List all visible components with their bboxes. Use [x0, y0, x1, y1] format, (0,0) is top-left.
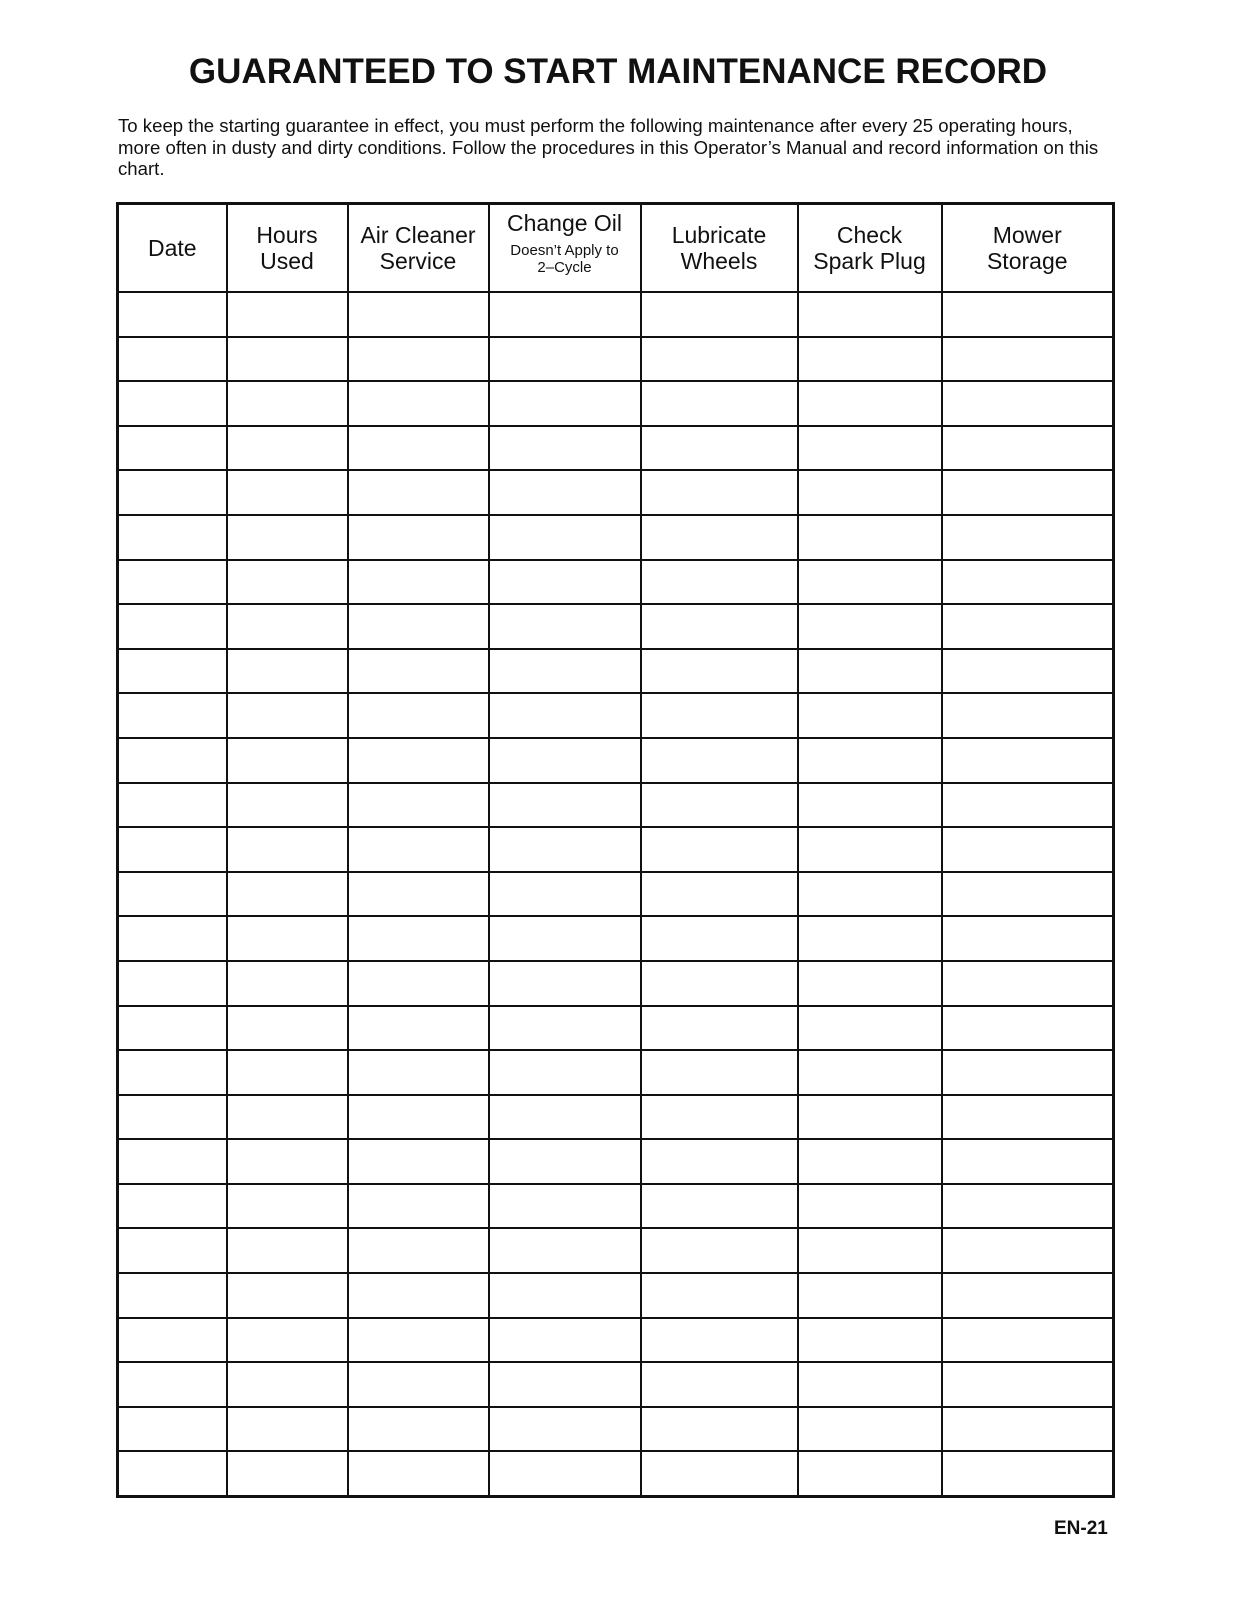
record-cell[interactable]: [118, 916, 227, 961]
record-cell[interactable]: [348, 783, 489, 828]
record-cell[interactable]: [118, 515, 227, 560]
record-cell[interactable]: [348, 1228, 489, 1273]
record-cell[interactable]: [227, 560, 348, 605]
record-cell[interactable]: [489, 470, 641, 515]
record-row: [118, 872, 1114, 917]
record-cell[interactable]: [798, 604, 942, 649]
record-cell[interactable]: [348, 961, 489, 1006]
record-cell[interactable]: [942, 470, 1114, 515]
record-cell[interactable]: [348, 1050, 489, 1095]
record-cell[interactable]: [118, 1362, 227, 1407]
record-cell[interactable]: [798, 1095, 942, 1140]
page-number: EN-21: [1054, 1518, 1108, 1539]
record-cell[interactable]: [348, 1006, 489, 1051]
record-cell[interactable]: [798, 1184, 942, 1229]
record-cell[interactable]: [227, 827, 348, 872]
record-row: [118, 1095, 1114, 1140]
record-cell[interactable]: [942, 604, 1114, 649]
record-cell[interactable]: [227, 381, 348, 426]
record-cell[interactable]: [348, 604, 489, 649]
record-cell[interactable]: [641, 1318, 798, 1363]
record-cell[interactable]: [118, 649, 227, 694]
record-cell[interactable]: [118, 783, 227, 828]
record-cell[interactable]: [942, 961, 1114, 1006]
record-cell[interactable]: [489, 1006, 641, 1051]
record-cell[interactable]: [118, 337, 227, 382]
record-cell[interactable]: [641, 1050, 798, 1095]
record-cell[interactable]: [227, 426, 348, 471]
record-row: [118, 515, 1114, 560]
record-row: [118, 381, 1114, 426]
record-cell[interactable]: [942, 1095, 1114, 1140]
maintenance-record-table: [116, 202, 1115, 1498]
record-cell[interactable]: [942, 783, 1114, 828]
record-cell[interactable]: [942, 1273, 1114, 1318]
record-cell[interactable]: [641, 693, 798, 738]
record-cell[interactable]: [798, 1318, 942, 1363]
record-cell[interactable]: [118, 604, 227, 649]
record-cell[interactable]: [641, 560, 798, 605]
record-row: [118, 1362, 1114, 1407]
record-cell[interactable]: [942, 649, 1114, 694]
record-cell[interactable]: [641, 1451, 798, 1496]
record-cell[interactable]: [348, 872, 489, 917]
record-cell[interactable]: [798, 1228, 942, 1273]
record-cell[interactable]: [942, 1451, 1114, 1496]
record-cell[interactable]: [489, 560, 641, 605]
record-cell[interactable]: [227, 1318, 348, 1363]
record-cell[interactable]: [798, 872, 942, 917]
header-row: [118, 204, 1114, 293]
record-cell[interactable]: [798, 560, 942, 605]
record-cell[interactable]: [489, 1451, 641, 1496]
record-cell[interactable]: [227, 515, 348, 560]
record-cell[interactable]: [641, 1095, 798, 1140]
record-cell[interactable]: [641, 604, 798, 649]
record-cell[interactable]: [942, 693, 1114, 738]
record-cell[interactable]: [227, 1139, 348, 1184]
record-cell[interactable]: [641, 426, 798, 471]
record-cell[interactable]: [227, 1362, 348, 1407]
record-row: [118, 916, 1114, 961]
record-cell[interactable]: [227, 1050, 348, 1095]
column-header-check-spark-plug: Check Spark Plug: [798, 204, 942, 293]
record-cell[interactable]: [489, 426, 641, 471]
record-cell[interactable]: [118, 1006, 227, 1051]
record-cell[interactable]: [798, 649, 942, 694]
record-cell[interactable]: [798, 1139, 942, 1184]
page-title: GUARANTEED TO START MAINTENANCE RECORD: [188, 52, 1048, 91]
record-cell[interactable]: [118, 827, 227, 872]
record-cell[interactable]: [348, 381, 489, 426]
record-cell[interactable]: [798, 1006, 942, 1051]
record-row: [118, 961, 1114, 1006]
record-cell[interactable]: [118, 1273, 227, 1318]
record-cell[interactable]: [942, 872, 1114, 917]
record-row: [118, 337, 1114, 382]
record-row: [118, 693, 1114, 738]
column-header-hours-used: Hours Used: [227, 204, 348, 293]
record-cell[interactable]: [798, 292, 942, 337]
record-cell[interactable]: [798, 916, 942, 961]
record-cell[interactable]: [641, 470, 798, 515]
record-cell[interactable]: [942, 1407, 1114, 1452]
record-cell[interactable]: [227, 337, 348, 382]
record-cell[interactable]: [489, 961, 641, 1006]
record-cell[interactable]: [489, 1273, 641, 1318]
record-row: [118, 738, 1114, 783]
record-row: [118, 560, 1114, 605]
record-cell[interactable]: [118, 1184, 227, 1229]
record-cell[interactable]: [227, 1407, 348, 1452]
record-cell[interactable]: [489, 337, 641, 382]
record-row: [118, 604, 1114, 649]
record-cell[interactable]: [489, 1095, 641, 1140]
record-cell[interactable]: [118, 1407, 227, 1452]
record-cell[interactable]: [798, 1451, 942, 1496]
record-cell[interactable]: [118, 1095, 227, 1140]
record-cell[interactable]: [641, 1184, 798, 1229]
record-cell[interactable]: [489, 1228, 641, 1273]
record-cell[interactable]: [227, 649, 348, 694]
record-cell[interactable]: [348, 1451, 489, 1496]
record-cell[interactable]: [641, 961, 798, 1006]
record-cell[interactable]: [641, 1006, 798, 1051]
record-cell[interactable]: [798, 1050, 942, 1095]
record-cell[interactable]: [641, 515, 798, 560]
record-cell[interactable]: [348, 560, 489, 605]
record-cell[interactable]: [348, 1095, 489, 1140]
record-cell[interactable]: [641, 738, 798, 783]
record-cell[interactable]: [489, 292, 641, 337]
record-cell[interactable]: [348, 1139, 489, 1184]
record-cell[interactable]: [118, 1318, 227, 1363]
record-cell[interactable]: [348, 337, 489, 382]
record-cell[interactable]: [348, 1362, 489, 1407]
record-cell[interactable]: [348, 693, 489, 738]
record-cell[interactable]: [798, 1362, 942, 1407]
record-cell[interactable]: [942, 916, 1114, 961]
record-cell[interactable]: [118, 961, 227, 1006]
record-cell[interactable]: [227, 783, 348, 828]
record-cell[interactable]: [348, 515, 489, 560]
record-cell[interactable]: [489, 1139, 641, 1184]
intro-paragraph: To keep the starting guarantee in effect, you must perform the following maintenance after every 25 operating hours, more often in dusty and dirty conditions. Follow the procedures in this Operator’s Manual and record information on this chart.: [118, 115, 1099, 179]
record-cell[interactable]: [641, 872, 798, 917]
record-row: [118, 470, 1114, 515]
record-cell[interactable]: [942, 1050, 1114, 1095]
record-cell[interactable]: [348, 426, 489, 471]
record-cell[interactable]: [489, 1184, 641, 1229]
record-cell[interactable]: [942, 738, 1114, 783]
record-cell[interactable]: [118, 872, 227, 917]
change-oil-label: Change Oil: [506, 209, 623, 236]
record-cell[interactable]: [798, 470, 942, 515]
record-cell[interactable]: [641, 292, 798, 337]
record-cell[interactable]: [489, 515, 641, 560]
record-cell[interactable]: [798, 426, 942, 471]
record-row: [118, 1139, 1114, 1184]
record-cell[interactable]: [227, 693, 348, 738]
record-cell[interactable]: [227, 1006, 348, 1051]
record-cell[interactable]: [348, 916, 489, 961]
record-cell[interactable]: [942, 426, 1114, 471]
record-cell[interactable]: [798, 1273, 942, 1318]
record-cell[interactable]: [227, 1184, 348, 1229]
record-cell[interactable]: [348, 649, 489, 694]
record-cell[interactable]: [641, 649, 798, 694]
record-row: [118, 1050, 1114, 1095]
record-cell[interactable]: [641, 1228, 798, 1273]
record-cell[interactable]: [227, 604, 348, 649]
record-cell[interactable]: [798, 827, 942, 872]
record-cell[interactable]: [798, 337, 942, 382]
record-row: [118, 292, 1114, 337]
record-cell[interactable]: [118, 560, 227, 605]
record-cell[interactable]: [227, 738, 348, 783]
record-cell[interactable]: [489, 872, 641, 917]
record-cell[interactable]: [227, 470, 348, 515]
record-cell[interactable]: [118, 426, 227, 471]
record-cell[interactable]: [227, 1451, 348, 1496]
record-cell[interactable]: [348, 1318, 489, 1363]
record-cell[interactable]: [489, 783, 641, 828]
record-cell[interactable]: [348, 738, 489, 783]
record-row: [118, 783, 1114, 828]
column-header-change-oil: [489, 204, 641, 293]
record-cell[interactable]: [227, 292, 348, 337]
record-cell[interactable]: [489, 827, 641, 872]
record-cell[interactable]: [641, 1407, 798, 1452]
record-cell[interactable]: [798, 693, 942, 738]
record-row: [118, 1184, 1114, 1229]
record-cell[interactable]: [489, 1362, 641, 1407]
record-cell[interactable]: [348, 1407, 489, 1452]
record-cell[interactable]: [641, 381, 798, 426]
record-cell[interactable]: [641, 1362, 798, 1407]
record-cell[interactable]: [641, 916, 798, 961]
record-cell[interactable]: [798, 381, 942, 426]
record-cell[interactable]: [227, 1273, 348, 1318]
record-cell[interactable]: [942, 1228, 1114, 1273]
column-header-date: Date: [118, 204, 227, 293]
record-cell[interactable]: [798, 515, 942, 560]
record-cell[interactable]: [641, 827, 798, 872]
record-cell[interactable]: [489, 1318, 641, 1363]
record-cell[interactable]: [942, 1184, 1114, 1229]
record-cell[interactable]: [942, 337, 1114, 382]
record-cell[interactable]: [348, 1273, 489, 1318]
record-cell[interactable]: [489, 916, 641, 961]
record-cell[interactable]: [118, 1451, 227, 1496]
record-cell[interactable]: [798, 738, 942, 783]
column-header-air-cleaner-service: Air Cleaner Service: [348, 204, 489, 293]
record-cell[interactable]: [641, 1273, 798, 1318]
record-cell[interactable]: [118, 1139, 227, 1184]
record-cell[interactable]: [942, 381, 1114, 426]
record-cell[interactable]: [942, 292, 1114, 337]
change-oil-note: Doesn’t Apply to 2–Cycle: [510, 241, 619, 276]
record-cell[interactable]: [798, 961, 942, 1006]
record-row: [118, 426, 1114, 471]
record-cell[interactable]: [348, 292, 489, 337]
record-cell[interactable]: [227, 872, 348, 917]
record-cell[interactable]: [489, 1050, 641, 1095]
record-cell[interactable]: [489, 1407, 641, 1452]
record-cell[interactable]: [641, 783, 798, 828]
column-header-lubricate-wheels: Lubricate Wheels: [641, 204, 798, 293]
record-cell[interactable]: [798, 1407, 942, 1452]
record-cell[interactable]: [489, 381, 641, 426]
record-cell[interactable]: [118, 292, 227, 337]
record-cell[interactable]: [118, 1050, 227, 1095]
record-row: [118, 1407, 1114, 1452]
record-row: [118, 827, 1114, 872]
column-header-mower-storage: Mower Storage: [942, 204, 1114, 293]
record-cell[interactable]: [118, 693, 227, 738]
record-cell[interactable]: [118, 470, 227, 515]
record-cell[interactable]: [942, 515, 1114, 560]
record-cell[interactable]: [227, 916, 348, 961]
record-cell[interactable]: [798, 783, 942, 828]
record-cell[interactable]: [118, 738, 227, 783]
record-cell[interactable]: [489, 693, 641, 738]
record-cell[interactable]: [942, 1006, 1114, 1051]
record-cell[interactable]: [348, 470, 489, 515]
record-cell[interactable]: [348, 1184, 489, 1229]
record-row: [118, 1228, 1114, 1273]
record-row: [118, 1318, 1114, 1363]
record-cell[interactable]: [227, 1095, 348, 1140]
record-row: [118, 1006, 1114, 1051]
record-cell[interactable]: [641, 337, 798, 382]
record-row: [118, 649, 1114, 694]
record-cell[interactable]: [489, 649, 641, 694]
record-cell[interactable]: [348, 827, 489, 872]
record-cell[interactable]: [227, 1228, 348, 1273]
record-row: [118, 1451, 1114, 1496]
record-cell[interactable]: [942, 1362, 1114, 1407]
record-cell[interactable]: [942, 560, 1114, 605]
record-cell[interactable]: [942, 827, 1114, 872]
record-cell[interactable]: [118, 381, 227, 426]
record-cell[interactable]: [942, 1318, 1114, 1363]
record-cell[interactable]: [118, 1228, 227, 1273]
record-cell[interactable]: [942, 1139, 1114, 1184]
record-cell[interactable]: [489, 738, 641, 783]
record-cell[interactable]: [489, 604, 641, 649]
record-cell[interactable]: [227, 961, 348, 1006]
record-row: [118, 1273, 1114, 1318]
record-cell[interactable]: [641, 1139, 798, 1184]
